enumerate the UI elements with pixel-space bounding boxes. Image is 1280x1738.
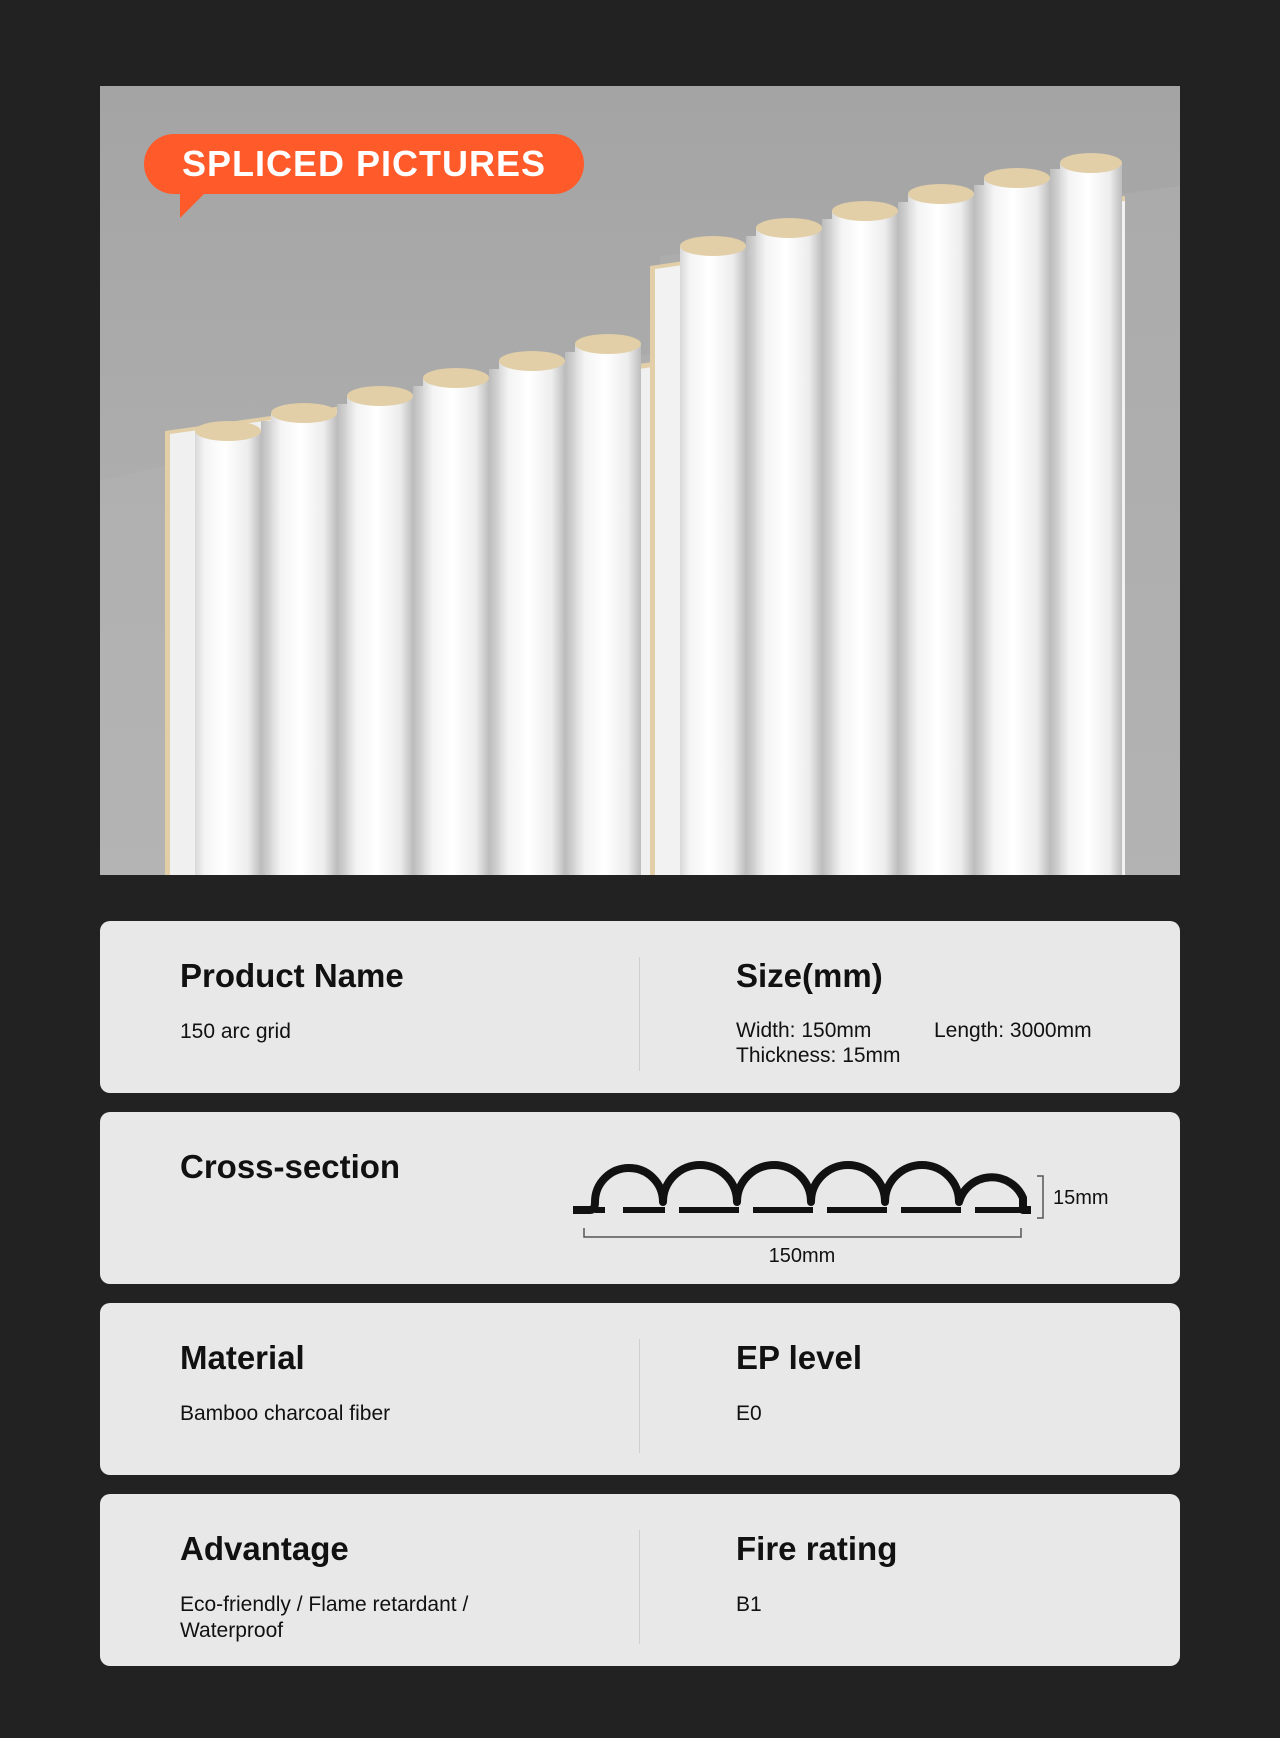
product-hero-image (100, 86, 1180, 875)
material-card (100, 1303, 1180, 1475)
card-divider (639, 957, 640, 1071)
ep-level-title: EP level (736, 1339, 862, 1376)
cross-section-title: Cross-section (180, 1148, 401, 1185)
fire-rating-value: B1 (736, 1593, 762, 1616)
product-info-card (100, 921, 1180, 1093)
product-name-title: Product Name (180, 957, 404, 994)
advantage-value-line1: Eco-friendly / Flame retardant / (180, 1593, 469, 1616)
ep-level-section (736, 1303, 1156, 1475)
size-width: Width: 150mm (736, 1019, 872, 1042)
fire-rating-title: Fire rating (736, 1530, 898, 1567)
card-divider (639, 1530, 640, 1644)
size-title: Size(mm) (736, 957, 883, 994)
fire-rating-section (736, 1494, 1156, 1666)
cross-section-card (100, 1112, 1180, 1284)
size-section (736, 921, 1156, 1093)
size-thickness: Thickness: 15mm (736, 1044, 901, 1067)
material-title: Material (180, 1339, 305, 1376)
advantage-card (100, 1494, 1180, 1666)
advantage-section (180, 1494, 620, 1666)
card-divider (639, 1339, 640, 1453)
right-panel-flutes (680, 153, 1122, 875)
height-dimension-label: 15mm (1053, 1187, 1109, 1209)
fluted-panel-illustration (100, 86, 1180, 875)
advantage-value (180, 1592, 468, 1644)
cross-section-label-area (180, 1112, 620, 1284)
spliced-pictures-badge: SPLICED PICTURES (144, 134, 584, 194)
advantage-value-line2: Waterproof (180, 1619, 284, 1642)
size-length: Length: 3000mm (934, 1019, 1092, 1042)
material-value: Bamboo charcoal fiber (180, 1402, 391, 1425)
badge-tail (180, 186, 212, 218)
advantage-title: Advantage (180, 1530, 349, 1567)
width-dimension-label: 150mm (768, 1245, 836, 1267)
width-bracket (584, 1228, 1021, 1237)
material-section (180, 1303, 620, 1475)
cross-section-diagram (565, 1132, 1165, 1272)
cross-section-profile (573, 1165, 1031, 1210)
height-bracket (1037, 1176, 1043, 1218)
product-name-section (180, 921, 620, 1093)
ep-level-value: E0 (736, 1402, 762, 1425)
product-name-value: 150 arc grid (180, 1020, 291, 1043)
